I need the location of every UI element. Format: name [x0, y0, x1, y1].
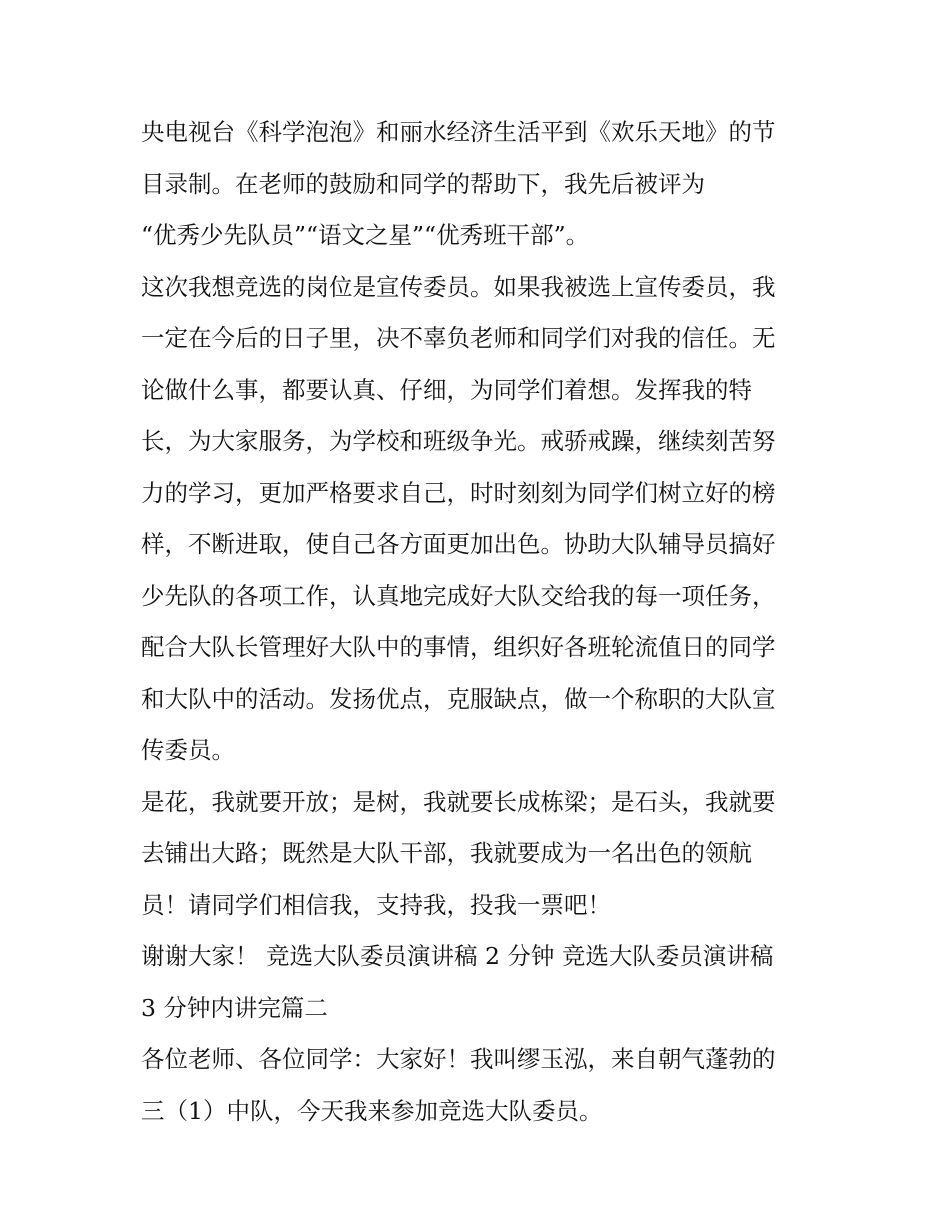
text-line: 一定在今后的日子里，决不辜负老师和同学们对我的信任。无: [141, 324, 776, 352]
text-line: 谢谢大家！ 竞选大队委员演讲稿 2 分钟 竞选大队委员演讲稿: [141, 942, 774, 970]
document-body: [141, 107, 821, 1137]
text-line: 力的学习，更加严格要求自己，时时刻刻为同学们树立好的榜: [141, 478, 776, 507]
text-line: 样，不断进取，使自己各方面更加出色。协助大队辅导员搞好: [141, 530, 776, 558]
text-line: 去铺出大路；既然是大队干部，我就要成为一名出色的领航: [141, 839, 752, 867]
text-line: 论做什么事，都要认真、仔细，为同学们着想。发挥我的特: [141, 375, 752, 404]
text-line: 是花，我就要开放；是树，我就要长成栋梁；是石头，我就要: [141, 787, 776, 816]
text-line: 央电视台《科学泡泡》和丽水经济生活平到《欢乐天地》的节: [141, 118, 776, 146]
text-line: 这次我想竞选的岗位是宣传委员。如果我被选上宣传委员，我: [141, 272, 776, 301]
text-line: 和大队中的活动。发扬优点，克服缺点，做一个称职的大队宣: [141, 684, 776, 713]
text-line: 员！请同学们相信我，支持我，投我一票吧！: [141, 890, 611, 919]
text-line: 各位老师、各位同学：大家好！我叫缪玉泓，来自朝气蓬勃的: [141, 1045, 776, 1073]
text-line: 配合大队长管理好大队中的事情，组织好各班轮流值日的同学: [141, 633, 776, 661]
text-line: 传委员。: [141, 736, 235, 764]
text-line: 3 分钟内讲完篇二: [141, 993, 328, 1022]
text-line: 目录制。在老师的鼓励和同学的帮助下，我先后被评为: [141, 169, 705, 198]
text-line: 少先队的各项工作，认真地完成好大队交给我的每一项任务，: [141, 581, 776, 610]
text-line: 长，为大家服务，为学校和班级争光。戒骄戒躁，继续刻苦努: [141, 427, 776, 455]
text-line: 三（1）中队，今天我来参加竞选大队委员。: [141, 1096, 603, 1125]
text-line: “优秀少先队员”“语文之星”“优秀班干部”。: [141, 221, 590, 249]
